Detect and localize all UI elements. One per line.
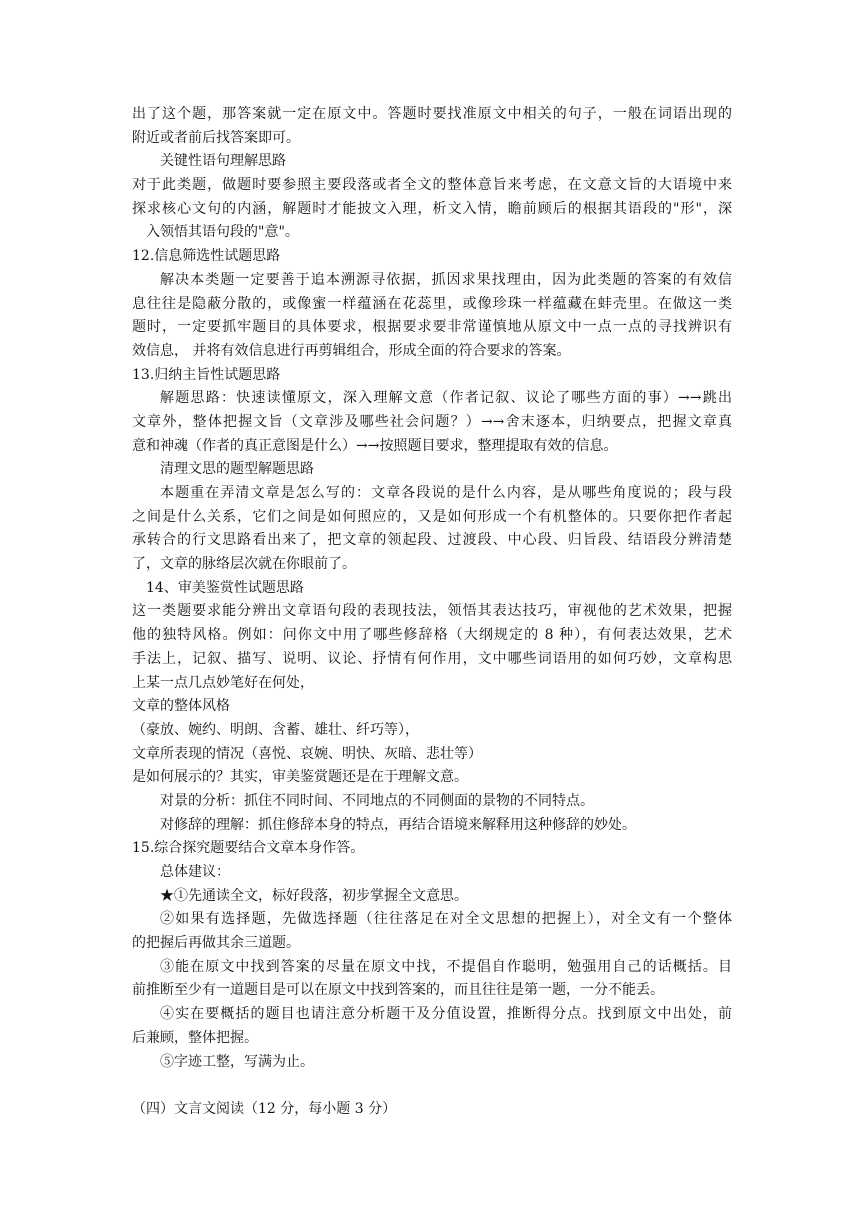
document-body [132,103,732,1122]
text-line: 的把握后再做其余三道题。 [132,935,300,952]
text-line: 入领悟其语句段的"意"。 [146,224,299,241]
text-line: （豪放、婉约、明朗、含蓄、雄壮、纤巧等）， [132,721,419,738]
subheading: 清理文思的题型解题思路 [160,461,314,478]
text-line: 了，文章的脉络层次就在你眼前了。 [132,556,356,573]
section-heading: 15.综合探究题要结合文章本身作答。 [132,840,365,857]
section-heading: 14、审美鉴赏性试题思路 [146,579,304,596]
section-heading: 13.归纳主旨性试题思路 [132,366,281,383]
text-line: 意和神魂（作者的真正意图是什么）→→按照题目要求，整理提取有效的信息。 [132,437,618,454]
text-line: 手法上，记叙、描写、说明、议论、抒情有何作用，文中哪些词语用的如何巧妙，文章构思 [132,650,732,667]
text-line: 上某一点几点妙笔好在何处， [132,674,314,691]
list-item: ★①先通读全文，标好段落，初步掌握全文意思。 [160,887,468,904]
text-line: 后兼顾，整体把握。 [132,1029,258,1046]
text-line: 对景的分析：抓住不同时间、不同地点的不同侧面的景物的不同特点。 [160,792,594,809]
list-item: ②如果有选择题，先做选择题（往往落足在对全文思想的把握上），对全文有一个整体 [160,911,732,928]
list-item: ⑤字迹工整，写满为止。 [160,1053,314,1070]
text-line: 探求核心文句的内涵，解题时才能披文入理，析文入情，瞻前顾后的根据其语段的"形"，深 [132,200,732,217]
list-item: ④实在要概括的题目也请注意分析题干及分值设置，推断得分点。找到原文中出处，前 [160,1006,732,1023]
text-line: 本题重在弄清文章是怎么写的：文章各段说的是什么内容，是从哪些角度说的；段与段 [160,485,732,501]
text-line: 前推断至少有一道题目是可以在原文中找到答案的，而且往往是第一题，一分不能丢。 [132,982,664,999]
section-heading: 12.信息筛选性试题思路 [132,248,281,265]
text-line: 文章的整体风格 [132,698,230,715]
text-line: 之间是什么关系，它们之间是如何照应的，又是如何形成一个有机整体的。只要你把作者起 [132,508,732,525]
subheading: 关键性语句理解思路 [160,153,286,170]
text-line: 他的独特风格。例如：问你文中用了哪些修辞格（大纲规定的 8 种），有何表达效果，艺术 [132,627,732,644]
text-line: 题时，一定要抓牢题目的具体要求，根据要求要非常谨慎地从原文中一点一点的寻找辨识有 [132,319,732,336]
text-line: 出了这个题，那答案就一定在原文中。答题时要找准原文中相关的句子，一般在词语出现的 [132,106,732,122]
text-line: 文章外，整体把握文旨（文章涉及哪些社会问题？）→→舍末逐本，归纳要点，把握文章真 [132,413,732,430]
text-line: 效信息， 并将有效信息进行再剪辑组合，形成全面的符合要求的答案。 [132,342,571,359]
text-line: 对修辞的理解：抓住修辞本身的特点，再结合语境来解释用这种修辞的妙处。 [160,816,636,833]
list-item: ③能在原文中找到答案的尽量在原文中找，不提倡自作聪明，勉强用自己的话概括。目 [160,958,732,975]
section-heading: （四）文言文阅读（12 分，每小题 3 分） [132,1100,397,1117]
text-line: 附近或者前后找答案即可。 [132,129,300,146]
text-line: 这一类题要求能分辨出文章语句段的表现技法，领悟其表达技巧，审视他的艺术效果，把握 [132,603,732,620]
text-line: 对于此类题，做题时要参照主要段落或者全文的整体意旨来考虑，在文意文旨的大语境中来 [132,177,732,194]
text-line: 解决本类题一定要善于追本溯源寻依据，抓因求果找理由，因为此类题的答案的有效信 [160,271,732,288]
text-line: 解题思路：快速读懂原文，深入理解文意（作者记叙、议论了哪些方面的事）→→跳出 [160,390,732,407]
blank-line [132,1074,732,1098]
subheading: 总体建议： [160,864,230,880]
text-line: 是如何展示的？其实，审美鉴赏题还是在于理解文意。 [132,769,468,786]
text-line: 息往往是隐蔽分散的，或像蜜一样蕴涵在花蕊里，或像珍珠一样蕴藏在蚌壳里。在做这一类 [132,295,732,312]
text-line: 文章所表现的情况（喜悦、哀婉、明快、灰暗、悲壮等） [132,745,482,762]
text-line: 承转合的行文思路看出来了，把文章的领起段、过渡段、中心段、归旨段、结语段分辨清楚 [132,532,732,549]
